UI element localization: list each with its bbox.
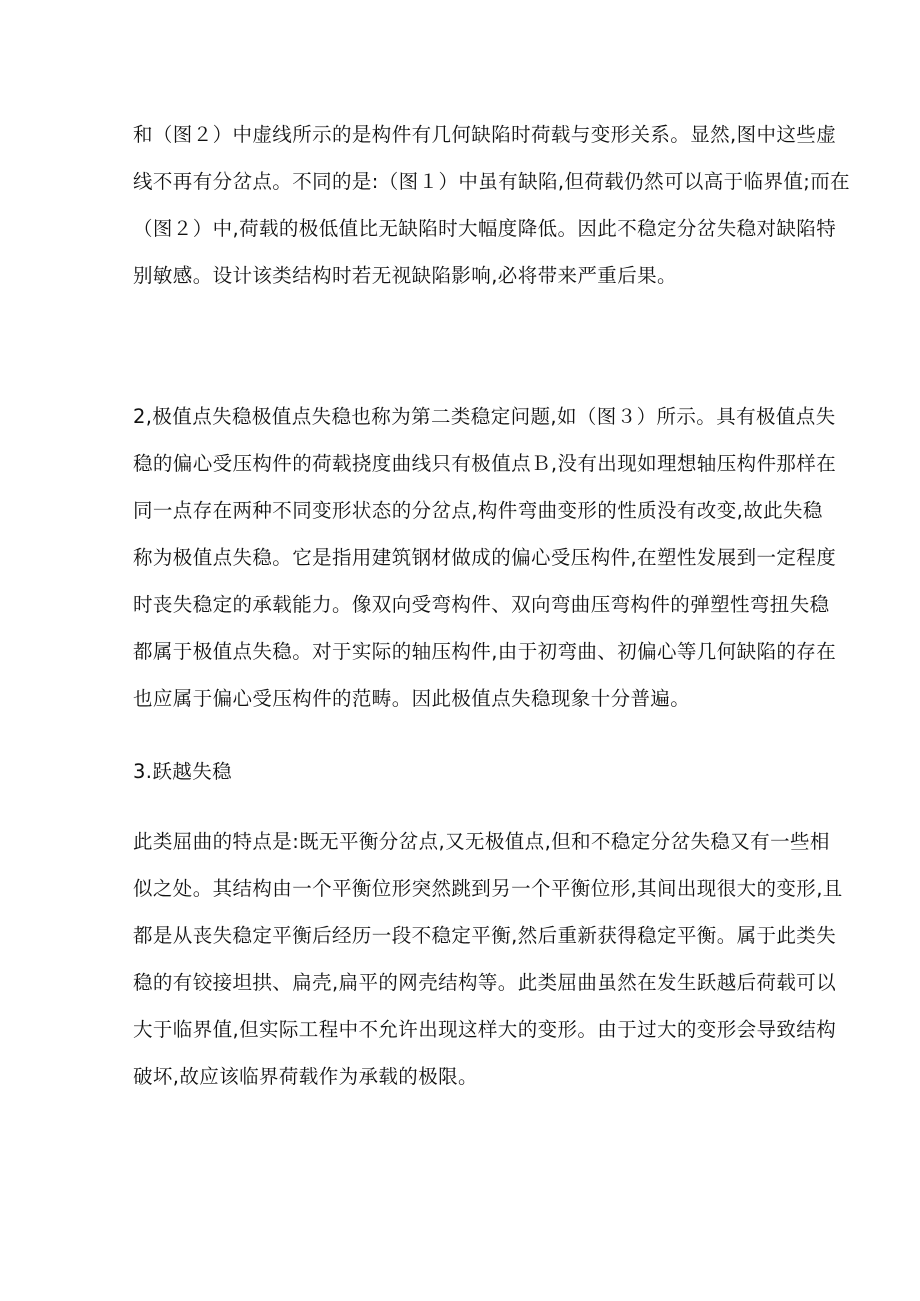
text-line: 和（图２）中虚线所示的是构件有几何缺陷时荷载与变形关系。显然,图中这些虚 [133,123,837,146]
text-line: 线不再有分岔点。不同的是:（图１）中虽有缺陷,但荷载仍然可以高于临界值;而在 [133,170,851,193]
text-line: 同一点存在两种不同变形状态的分岔点,构件弯曲变形的性质没有改变,故此失稳 [133,499,823,522]
text-line: 别敏感。设计该类结构时若无视缺陷影响,必将带来严重后果。 [133,264,677,287]
text-line: 破坏,故应该临界荷载作为承载的极限。 [133,1065,478,1088]
text-line: 稳的偏心受压构件的荷载挠度曲线只有极值点Ｂ,没有出现如理想轴压构件那样在 [133,452,837,475]
text-line: 似之处。其结构由一个平衡位形突然跳到另一个平衡位形,其间出现很大的变形,且 [133,877,843,900]
text-line: 都是从丧失稳定平衡后经历一段不稳定平衡,然后重新获得稳定平衡。属于此类失 [133,924,837,947]
section-heading: 3.跃越失稳 [133,760,233,783]
text-line: 都属于极值点失稳。对于实际的轴压构件,由于初弯曲、初偏心等几何缺陷的存在 [133,640,837,663]
text-line: 稳的有铰接坦拱、扁壳,扁平的网壳结构等。此类屈曲虽然在发生跃越后荷载可以 [133,971,837,994]
text-line: 2,极值点失稳极值点失稳也称为第二类稳定问题,如（图３）所示。具有极值点失 [133,405,836,428]
text-line: 大于临界值,但实际工程中不允许出现这样大的变形。由于过大的变形会导致结构 [133,1018,837,1041]
text-line: 此类屈曲的特点是:既无平衡分岔点,又无极值点,但和不稳定分岔失稳又有一些相 [133,830,830,853]
text-line: 时丧失稳定的承载能力。像双向受弯构件、双向弯曲压弯构件的弹塑性弯扭失稳 [133,593,830,616]
text-line: （图２）中,荷载的极低值比无缺陷时大幅度降低。因此不稳定分岔失稳对缺陷特 [133,217,837,240]
text-line: 称为极值点失稳。它是指用建筑钢材做成的偏心受压构件,在塑性发展到一定程度 [133,546,837,569]
text-line: 也应属于偏心受压构件的范畴。因此极值点失稳现象十分普遍。 [133,687,691,710]
